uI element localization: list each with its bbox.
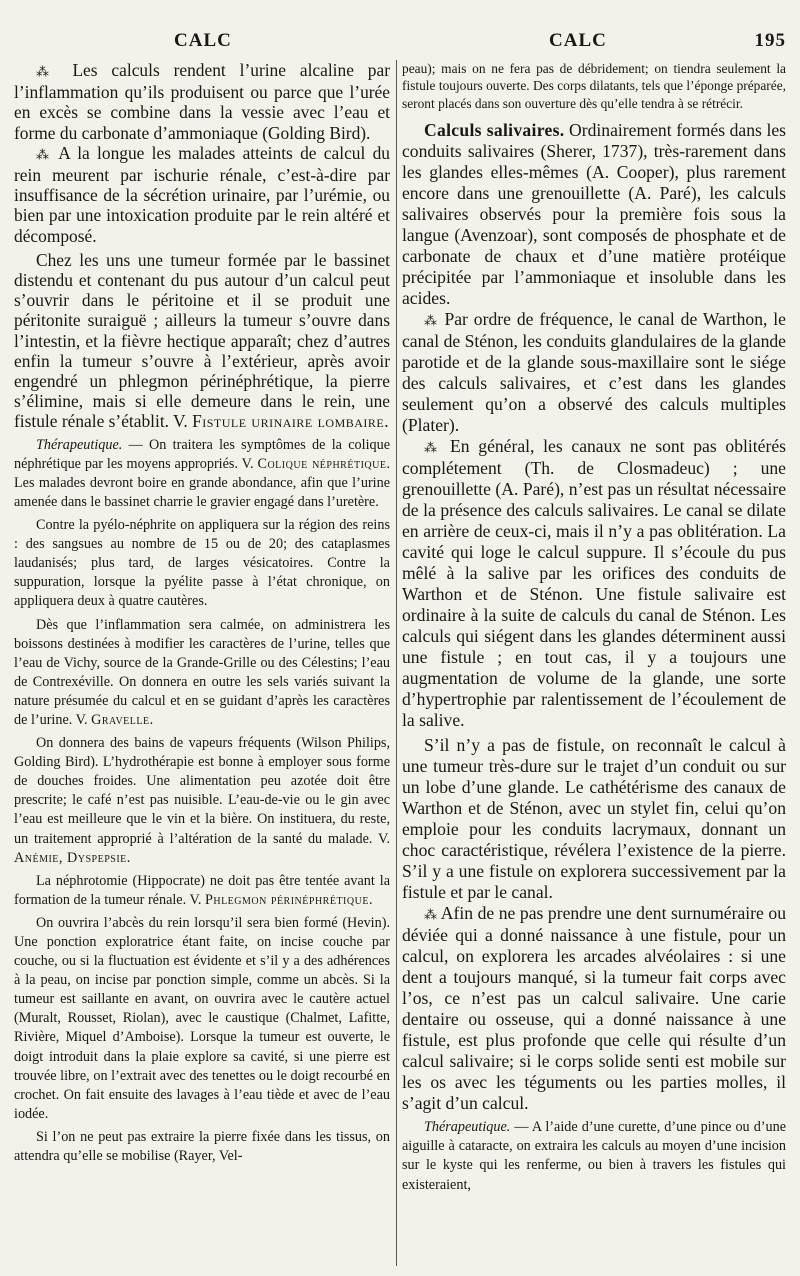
- column-divider: [396, 60, 397, 1266]
- cross-reference: Anémie, Dyspepsie: [14, 849, 127, 866]
- paragraph: [402, 309, 786, 436]
- paragraph-text: Contre la pyélo-néphrite on appliquera sur la région des reins : des sangsues au nombre de 15 ou de 20; des cataplasmes laudanisés; plus tard, de larges vésicatoires. Contre la suppuration, lorsque la pyélite passe à l’état chronique, on appliquera deux à quatre cautères.: [14, 517, 390, 610]
- cross-reference: Phlegmon périnéphrétique: [204, 891, 369, 908]
- running-head-right: CALC: [549, 30, 607, 51]
- paragraph: La néphrotomie (Hippocrate) ne doit pas être tentée avant la formation de la tumeur rénale. V. Phlegmon périnéphrétique.: [14, 872, 390, 908]
- paragraph: [402, 120, 786, 309]
- paragraph-text: . Les malades devront boire en grande abondance, afin que l’urine amenée dans le bassinet charrie le gravier engagé dans l’uretère.: [14, 455, 390, 510]
- paragraph-text: On ouvrira l’abcès du rein lorsqu’il sera bien formé (Hevin). Une ponction exploratrice étant faite, on incise couche par couche, ou si la fluctuation est évidente et s’il y a des adhérences à la peau, on incise par ponction simple, comme un abcès. Si la tumeur est saillante en avant, on ouvrira avec le cautère actuel (Muralt, Rousset, Riolan), avec le caustique (Chalmet, Lafitte, Rivière, Miquel d’Amboise). Lorsque la tumeur est ouverte, le doigt introduit dans la plaie explore sa cavité, si une pierre est trouvée libre, on l’extrait avec des tenettes ou le doigt recourbé en crochet. On fait ensuite des lavages à l’eau tiède et avec de l’eau iodée.: [14, 914, 390, 1122]
- paragraph-text: Afin de ne pas prendre une dent surnuméraire ou déviée qui a donné naissance à une fistule, pour un calcul, on explorera les arcades alvéolaires : si une dent a toujours manqué, si la tumeur fait corps avec l’os, ce n’est pas un calcul salivaire. Une carie dentaire ou osseuse, qui a donné naissance à une fistule, est plus profonde que celle qui résulte d’un calcul salivaire; si le corps solide senti est mobile sur les os avec les téguments ou les parties molles, il s’agit d’un calcul.: [402, 903, 786, 1114]
- paragraph-text: Dès que l’inflammation sera calmée, on administrera les boissons destinées à modifier les caractères de l’urine, telles que l’eau de Vichy, source de la Grande-Grille ou des Célestins; l’eau de Contrexéville. On donnera en outre les sels variés suivant la nature présumée du calcul et en se guidant d’après les caractères de l’urine. V.: [14, 616, 390, 728]
- paragraph: Dès que l’inflammation sera calmée, on administrera les boissons destinées à modifier les caractères de l’urine, telles que l’eau de Vichy, source de la Grande-Grille ou des Célestins; l’eau de Contrexéville. On donnera en outre les sels variés suivant la nature présumée du calcul et en se guidant d’après les caractères de l’urine. V. Gravelle.: [14, 616, 390, 728]
- cross-reference: Fistule urinaire lombaire: [192, 411, 385, 432]
- section-heading: Calculs salivaires.: [424, 120, 565, 141]
- paragraph: Chez les uns une tumeur formée par le bassinet distendu et contenant du pus autour d’un calcul peut s’ouvrir dans le péritoine et il se produit une péritonite suraiguë ; ailleurs la tumeur s’ouvre dans l’intestin, et la fièvre hectique apparaît; chez d’autres enfin la tumeur s’ouvre à l’extérieur, après avoir engendré un phlegmon périnéphrétique, la pierre s’élimine, mais si elle demeure dans le rein, une fistule rénale s’établit. V. Fistule urinaire lombaire.: [14, 249, 390, 432]
- paragraph: [14, 436, 390, 512]
- paragraph: [402, 1118, 786, 1194]
- section-label: Thérapeutique.: [424, 1119, 511, 1136]
- asterism-symbol: ⁂: [424, 440, 442, 456]
- right-column: [402, 60, 786, 1270]
- paragraph: [402, 735, 786, 903]
- paragraph-text: Ordinairement formés dans les conduits salivaires (Sherer, 1737), très-rarement dans les glandes elles-mêmes (A. Cooper), plus rarement encore dans une grenouillette (A. Paré), les calculs salivaires observés pour la première fois sous la langue (Avenzoar), sont composés de phosphate et de carbonate de chaux et d’une matière protéique précipitée par l’ammoniaque et insoluble dans les acides.: [402, 120, 786, 309]
- paragraph: [14, 60, 390, 143]
- running-head-left: CALC: [174, 30, 232, 51]
- cross-reference: Gravelle: [91, 711, 150, 728]
- paragraph-text: — A l’aide d’une curette, d’une pince ou d’une aiguille à cataracte, on extraira les calculs au moyen d’une incision sur le kyste qui les renferme, ou bien à travers les fistules qui existeraient,: [402, 1119, 787, 1193]
- paragraph-text: peau); mais on ne fera pas de débridement; on tiendra seulement la fistule toujours ouverte. Des corps dilatants, tels que l’éponge préparée, seront placés dans son ouverture dès qu’elle tendra à se rétrécir.: [402, 61, 786, 111]
- paragraph-text: Les calculs rendent l’urine alcaline par l’inflammation qu’ils produisent ou parce que l’urée en excès se combine dans la vessie avec l’eau et forme du carbonate d’ammoniaque (Golding Bird).: [14, 60, 391, 143]
- asterism-symbol: ⁂: [424, 313, 439, 329]
- paragraph-text: Si l’on ne peut pas extraire la pierre fixée dans les tissus, on attendra qu’elle se mobilise (Rayer, Vel-: [14, 1128, 390, 1165]
- left-column: [14, 60, 390, 1270]
- paragraph-text: On donnera des bains de vapeurs fréquents (Wilson Philips, Golding Bird). L’hydrothérapie est bonne à employer sous forme de douches froides. Une alimentation peu azotée doit être prescrite; le café n’est pas nuisible. L’eau-de-vie ou le gin avec l’eau est meilleure que le vin et la bière. On instituera, du reste, un traitement approprié à l’altération de la santé du malade. V.: [14, 735, 390, 847]
- section-label: Thérapeutique.: [36, 436, 123, 453]
- paragraph: [402, 436, 786, 731]
- paragraph-text: S’il n’y a pas de fistule, on reconnaît le calcul à une tumeur très-dure sur le trajet d’un conduit ou sur un lobe d’une glande. Le cathétérisme des canaux de Warthon et de Sténon, avec un stylet fin, celui qu’on emploie pour les conduits lacrymaux, donnant un choc caractéristique, révélera l’existence de la pierre. S’il y a une fistule on explorera successivement par la fistule et par le canal.: [402, 735, 786, 903]
- paragraph-text: Par ordre de fréquence, le canal de Warthon, le canal de Sténon, les conduits glandulaires de la glande parotide et de la glande sous-maxillaire sont le siége des calculs salivaires, et c’est dans les glandes seulement qu’on a observé des calculs multiples (Plater).: [402, 309, 786, 436]
- paragraph-text: Chez les uns une tumeur formée par le bassinet distendu et contenant du pus autour d’un calcul peut s’ouvrir dans le péritoine et il se produit une péritonite suraiguë ; ailleurs la tumeur s’ouvre dans l’intestin, et la fièvre hectique apparaît; chez d’autres enfin la tumeur s’ouvre à l’extérieur, après avoir engendré un phlegmon périnéphrétique, la pierre s’élimine, mais si elle demeure dans le rein, une fistule rénale s’établit. V.: [14, 249, 390, 432]
- paragraph: [14, 143, 390, 246]
- paragraph-text: La néphrotomie (Hippocrate) ne doit pas être tentée avant la formation de la tumeur rénale. V.: [14, 872, 390, 908]
- paragraph-text: A la longue les malades atteints de calcul du rein meurent par ischurie rénale, c’est-à-dire par insuffisance de la sécrétion urinaire, par l’urémie, ou bien par une intoxication produite par le rein altéré et décomposé.: [14, 142, 391, 246]
- asterism-symbol: ⁂: [36, 146, 52, 162]
- asterism-symbol: ⁂: [36, 64, 59, 79]
- page-number: 195: [754, 30, 786, 51]
- running-head: [14, 30, 786, 56]
- cross-reference: Colique néphrétique: [257, 455, 387, 472]
- paragraph: [402, 60, 786, 112]
- paragraph: On donnera des bains de vapeurs fréquents (Wilson Philips, Golding Bird). L’hydrothérapie est bonne à employer sous forme de douches froides. Une alimentation peu azotée doit être prescrite; le café n’est pas nuisible. L’eau-de-vie ou le gin avec l’eau est meilleure que le vin et la bière. On instituera, du reste, un traitement approprié à l’altération de la santé du malade. V. Anémie, Dyspepsie.: [14, 735, 390, 866]
- paragraph: [14, 914, 390, 1124]
- paragraph: [402, 903, 786, 1114]
- paragraph-text: En général, les canaux ne sont pas oblitérés complétement (Th. de Closmadeuc) ; une grenouillette (A. Paré), n’est pas un résultat nécessaire de la présence des calculs salivaires. Le canal se dilate en arrière de ceux-ci, mais il n’y a pas oblitération. La cavité qui loge le calcul suppure. Il s’écoule du pus mêlé à la salive par les orifices des conduits de Warthon et de Sténon. Une fistule salivaire est ordinaire à la suite de calculs du canal de Sténon. Les calculs qui siégent dans les glandes déterminent aussi une fistule ; en tout cas, il y a toujours une augmentation de volume de la glande, une sorte d’hypertrophie par ralentissement de l’écoulement de la salive.: [402, 436, 786, 731]
- paragraph: [14, 516, 390, 611]
- paragraph-text: — On traitera les symptômes de la colique néphrétique par les moyens appropriés. V.: [14, 436, 390, 472]
- paragraph: [14, 1128, 390, 1166]
- asterism-symbol: ⁂: [424, 907, 438, 923]
